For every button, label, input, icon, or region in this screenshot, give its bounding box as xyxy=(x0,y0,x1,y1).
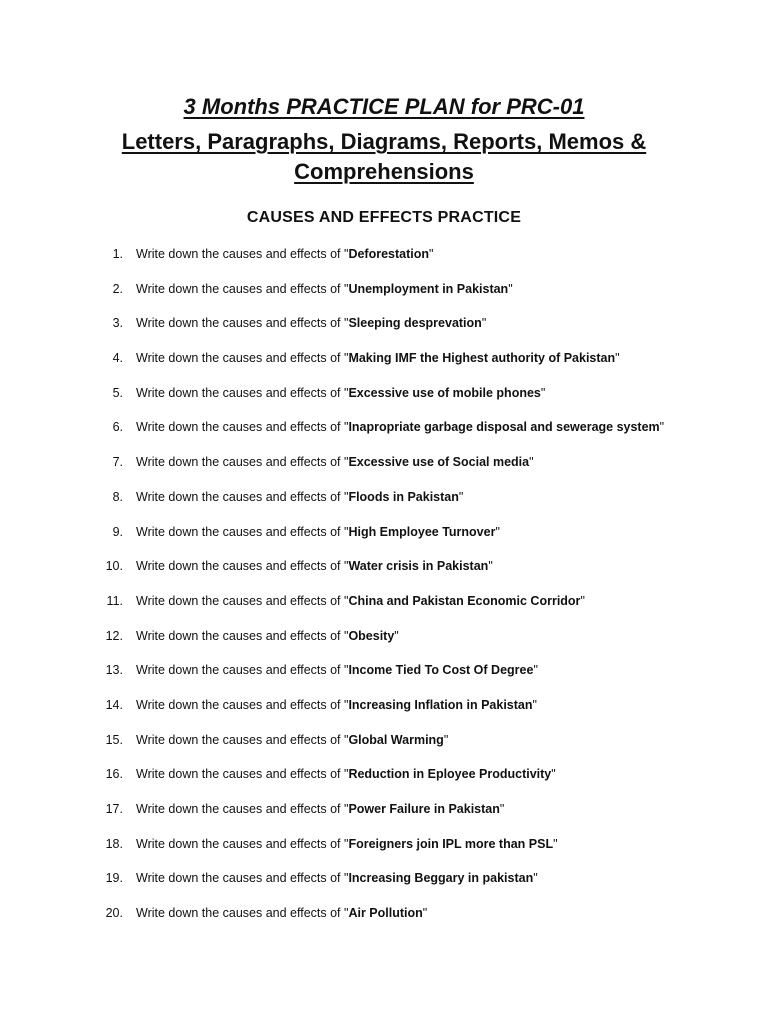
prompt-prefix: Write down the causes and effects of xyxy=(136,802,344,816)
close-quote: " xyxy=(532,697,537,712)
list-item-topic: Power Failure in Pakistan xyxy=(348,802,500,816)
list-item-number: 10. xyxy=(105,559,123,574)
prompt-prefix: Write down the causes and effects of xyxy=(136,836,344,851)
list-item-topic: Foreigners join IPL more than PSL xyxy=(348,836,554,851)
close-quote: " xyxy=(533,871,538,886)
list-item-text xyxy=(136,905,427,921)
list-item xyxy=(0,766,768,801)
open-quote: " xyxy=(344,802,349,816)
list-item-number: 16. xyxy=(105,767,123,782)
prompt-prefix: Write down the causes and effects of xyxy=(136,524,344,539)
list-item-text xyxy=(136,524,500,540)
list-item-text xyxy=(136,246,433,262)
list-item-topic: Global Warming xyxy=(348,732,444,747)
list-item-topic: Unemployment in Pakistan xyxy=(348,281,509,296)
document-title-line-1 xyxy=(0,96,768,118)
list-item-text xyxy=(136,732,448,748)
open-quote: " xyxy=(344,385,349,400)
prompt-prefix: Write down the causes and effects of xyxy=(136,247,344,261)
list-item-number: 18. xyxy=(105,836,123,851)
open-quote: " xyxy=(344,247,349,261)
list-item xyxy=(0,558,768,593)
list-item xyxy=(0,524,768,559)
list-item-number: 13. xyxy=(105,663,123,678)
list-item-text xyxy=(136,454,534,470)
list-item-number: 5. xyxy=(112,385,123,400)
open-quote: " xyxy=(344,316,349,331)
document-title-line-2 xyxy=(0,131,768,153)
close-quote: " xyxy=(495,524,500,539)
open-quote: " xyxy=(344,732,349,747)
list-item-number: 14. xyxy=(105,697,123,712)
close-quote: " xyxy=(508,281,513,296)
list-item-text xyxy=(136,385,545,401)
close-quote: " xyxy=(540,385,546,400)
prompt-prefix: Write down the causes and effects of xyxy=(136,593,344,608)
list-item-number: 20. xyxy=(105,906,123,921)
close-quote: " xyxy=(443,732,449,747)
list-item-number: 6. xyxy=(112,420,123,435)
list-item-text xyxy=(136,836,558,852)
close-quote: " xyxy=(394,628,399,643)
open-quote: " xyxy=(344,455,349,470)
list-item-number: 8. xyxy=(112,489,123,504)
prompt-prefix: Write down the causes and effects of xyxy=(136,281,344,296)
open-quote: " xyxy=(344,559,349,574)
list-item-text xyxy=(136,558,493,574)
list-item-text xyxy=(136,350,620,366)
list-item-text xyxy=(136,870,538,886)
list-item-number: 9. xyxy=(112,524,123,539)
list-item-number: 11. xyxy=(106,593,123,608)
list-item-number: 3. xyxy=(112,316,123,331)
list-item-text xyxy=(136,593,585,609)
list-item-topic: Income Tied To Cost Of Degree xyxy=(348,663,534,678)
list-item-number: 15. xyxy=(105,732,123,747)
close-quote: " xyxy=(429,247,434,261)
list-item-text xyxy=(136,489,463,505)
section-heading: CAUSES AND EFFECTS PRACTICE xyxy=(246,209,522,226)
document-title-line-3-text: Comprehensions xyxy=(294,159,474,184)
open-quote: " xyxy=(344,281,349,296)
list-item-text xyxy=(136,697,537,713)
open-quote: " xyxy=(344,351,349,366)
list-item-text xyxy=(136,662,538,678)
prompt-prefix: Write down the causes and effects of xyxy=(136,663,344,678)
list-item xyxy=(0,385,768,420)
close-quote: " xyxy=(659,420,665,435)
open-quote: " xyxy=(344,489,349,504)
open-quote: " xyxy=(344,697,349,712)
list-item-text xyxy=(136,766,556,782)
close-quote: " xyxy=(580,593,585,608)
list-item-topic: Obesity xyxy=(348,628,395,643)
list-item-topic: Floods in Pakistan xyxy=(348,489,459,504)
prompt-prefix: Write down the causes and effects of xyxy=(136,455,344,470)
list-item xyxy=(0,246,768,281)
prompt-prefix: Write down the causes and effects of xyxy=(136,906,344,921)
list-item-topic: Excessive use of mobile phones xyxy=(348,385,541,400)
list-item xyxy=(0,836,768,871)
close-quote: " xyxy=(533,663,538,678)
list-item xyxy=(0,350,768,385)
list-item-number: 4. xyxy=(112,351,123,366)
document-title-line-1-text: 3 Months PRACTICE PLAN for PRC-01 xyxy=(183,94,585,119)
list-item xyxy=(0,281,768,316)
close-quote: " xyxy=(458,489,464,504)
prompt-prefix: Write down the causes and effects of xyxy=(136,420,344,435)
list-item xyxy=(0,628,768,663)
list-item-topic: Deforestation xyxy=(348,247,430,261)
list-item xyxy=(0,419,768,454)
list-item-topic: China and Pakistan Economic Corridor xyxy=(348,593,581,608)
list-item xyxy=(0,315,768,350)
list-item-topic: Excessive use of Social media xyxy=(348,455,530,470)
close-quote: " xyxy=(615,351,620,366)
close-quote: " xyxy=(499,802,505,816)
list-item-topic: Sleeping desprevation xyxy=(348,316,482,331)
list-item-topic: Air Pollution xyxy=(348,906,423,921)
close-quote: " xyxy=(481,316,487,331)
list-item-text xyxy=(136,801,504,817)
list-item-number: 17. xyxy=(105,802,123,816)
list-item-topic: Reduction in Eployee Productivity xyxy=(348,767,552,782)
open-quote: " xyxy=(344,906,349,921)
list-item xyxy=(0,489,768,524)
list-item xyxy=(0,697,768,732)
close-quote: " xyxy=(529,455,534,470)
prompt-prefix: Write down the causes and effects of xyxy=(136,871,344,886)
list-item xyxy=(0,732,768,767)
list-item-topic: Inapropriate garbage disposal and sewerage system xyxy=(348,420,660,435)
prompt-prefix: Write down the causes and effects of xyxy=(136,316,344,331)
list-item xyxy=(0,662,768,697)
document-title-line-3 xyxy=(0,161,768,183)
list-item xyxy=(0,801,768,836)
list-item xyxy=(0,905,768,940)
document-title-line-2-text: Letters, Paragraphs, Diagrams, Reports, Memos & xyxy=(121,129,647,154)
close-quote: " xyxy=(488,559,493,574)
prompt-prefix: Write down the causes and effects of xyxy=(136,628,344,643)
open-quote: " xyxy=(344,593,349,608)
list-item-topic: Making IMF the Highest authority of Pakistan xyxy=(348,351,616,366)
list-item-text xyxy=(136,419,664,435)
practice-list xyxy=(0,246,768,940)
list-item-number: 7. xyxy=(112,455,123,470)
open-quote: " xyxy=(344,663,349,678)
list-item-text xyxy=(136,281,513,297)
list-item xyxy=(0,870,768,905)
list-item-number: 12. xyxy=(105,628,123,643)
open-quote: " xyxy=(344,836,349,851)
prompt-prefix: Write down the causes and effects of xyxy=(136,385,344,400)
close-quote: " xyxy=(553,836,558,851)
prompt-prefix: Write down the causes and effects of xyxy=(136,559,344,574)
list-item xyxy=(0,593,768,628)
open-quote: " xyxy=(344,524,349,539)
list-item-topic: Increasing Beggary in pakistan xyxy=(348,871,534,886)
list-item-text xyxy=(136,628,399,644)
close-quote: " xyxy=(422,906,428,921)
open-quote: " xyxy=(344,420,349,435)
list-item-number: 19. xyxy=(105,871,123,886)
prompt-prefix: Write down the causes and effects of xyxy=(136,697,344,712)
prompt-prefix: Write down the causes and effects of xyxy=(136,489,344,504)
prompt-prefix: Write down the causes and effects of xyxy=(136,351,344,366)
close-quote: " xyxy=(551,767,556,782)
list-item-number: 1. xyxy=(112,247,123,261)
open-quote: " xyxy=(344,628,349,643)
list-item-topic: High Employee Turnover xyxy=(348,524,496,539)
open-quote: " xyxy=(344,871,349,886)
list-item-topic: Increasing Inflation in Pakistan xyxy=(348,697,533,712)
list-item-topic: Water crisis in Pakistan xyxy=(348,559,489,574)
list-item-number: 2. xyxy=(112,281,123,296)
prompt-prefix: Write down the causes and effects of xyxy=(136,767,344,782)
list-item xyxy=(0,454,768,489)
open-quote: " xyxy=(344,767,349,782)
prompt-prefix: Write down the causes and effects of xyxy=(136,732,344,747)
list-item-text xyxy=(136,315,486,331)
